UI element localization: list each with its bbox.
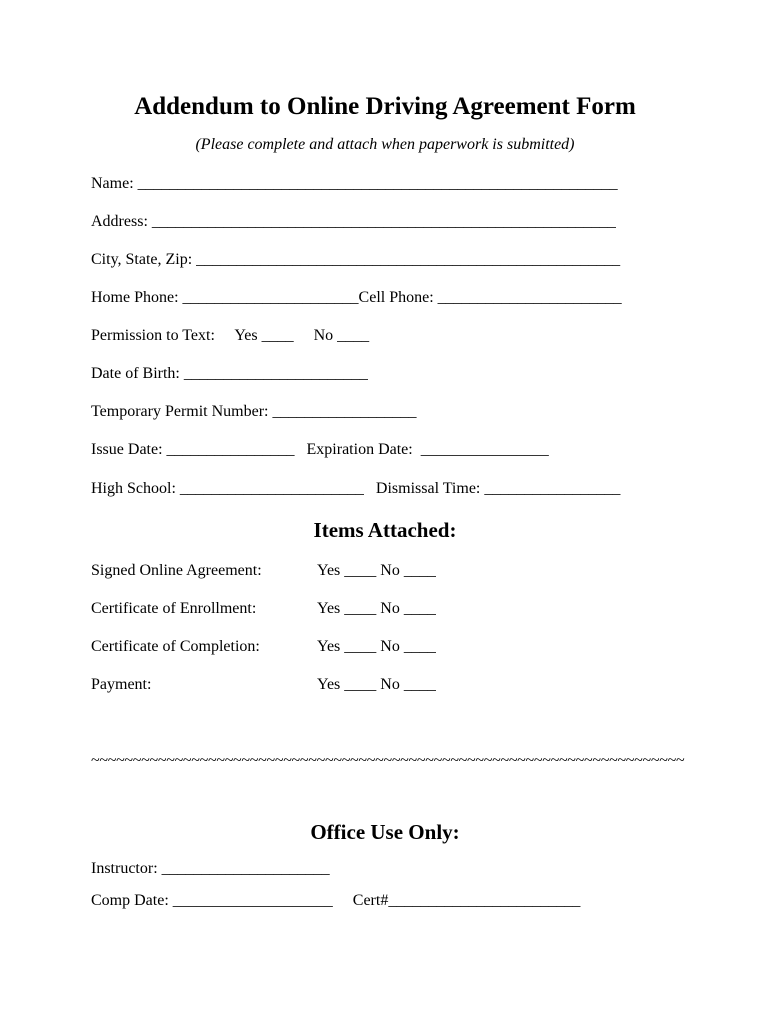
tilde-divider: ~~~~~~~~~~~~~~~~~~~~~~~~~~~~~~~~~~~~~~~~~~~~~~~~~~~~~~~~~~~~~~~~~~~~~~~ bbox=[91, 752, 685, 769]
comp-date-cert-fields[interactable]: Comp Date: ____________________ Cert#________________________ bbox=[91, 892, 581, 909]
form-subtitle: (Please complete and attach when paperwork is submitted) bbox=[195, 136, 575, 153]
items-attached-heading: Items Attached: bbox=[313, 518, 457, 542]
item-yes-no[interactable]: Yes ____ No ____ bbox=[317, 600, 436, 617]
item-label: Certificate of Enrollment: bbox=[91, 600, 257, 617]
date-of-birth-field[interactable]: Date of Birth: _______________________ bbox=[91, 365, 368, 382]
form-title: Addendum to Online Driving Agreement Form bbox=[134, 93, 636, 120]
item-yes-no[interactable]: Yes ____ No ____ bbox=[317, 676, 436, 693]
office-use-heading: Office Use Only: bbox=[310, 820, 460, 844]
name-field[interactable]: Name: ____________________________________________________________ bbox=[91, 175, 618, 192]
permit-number-field[interactable]: Temporary Permit Number: __________________ bbox=[91, 403, 417, 420]
issue-expiration-date-fields[interactable]: Issue Date: ________________ Expiration Date: ________________ bbox=[91, 441, 549, 458]
school-dismissal-fields[interactable]: High School: _______________________ Dismissal Time: _________________ bbox=[91, 480, 621, 497]
item-label: Signed Online Agreement: bbox=[91, 562, 262, 579]
item-label: Payment: bbox=[91, 676, 152, 693]
item-yes-no[interactable]: Yes ____ No ____ bbox=[317, 638, 436, 655]
address-field[interactable]: Address: __________________________________________________________ bbox=[91, 213, 616, 230]
permission-to-text-field[interactable]: Permission to Text: Yes ____ No ____ bbox=[91, 327, 370, 344]
instructor-field[interactable]: Instructor: _____________________ bbox=[91, 860, 330, 877]
item-label: Certificate of Completion: bbox=[91, 638, 260, 655]
phone-fields[interactable]: Home Phone: ______________________Cell Phone: _______________________ bbox=[91, 289, 622, 306]
city-state-zip-field[interactable]: City, State, Zip: _____________________________________________________ bbox=[91, 251, 621, 268]
item-yes-no[interactable]: Yes ____ No ____ bbox=[317, 562, 436, 579]
